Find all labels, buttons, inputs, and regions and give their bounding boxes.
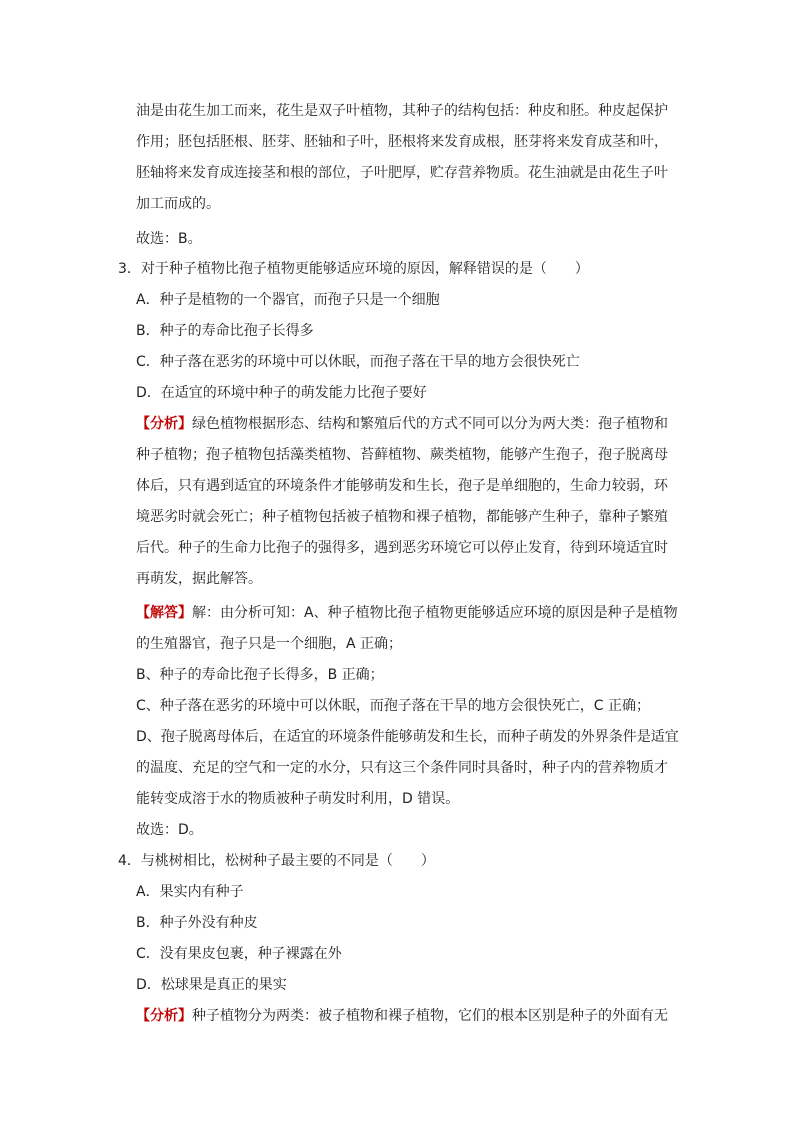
analysis-line: 境恶劣时就会死亡；种子植物包括被子植物和裸子植物，都能够产生种子，靠种子繁殖 bbox=[136, 509, 668, 525]
solution-line: C、种子落在恶劣的环境中可以休眠，而孢子落在干旱的地方会很快死亡，C 正确； bbox=[136, 698, 650, 714]
explanation-line: 油是由花生加工而来，花生是双子叶植物，其种子的结构包括：种皮和胚。种皮起保护 bbox=[136, 103, 668, 119]
solution-tag: 【解答】 bbox=[136, 605, 192, 621]
question-stem: 4．与桃树相比，松树种子最主要的不同是（ ） bbox=[118, 853, 435, 869]
analysis-line: 后代。种子的生命力比孢子的强得多，遇到恶劣环境它可以停止发育，待到环境适宜时 bbox=[136, 540, 668, 556]
option-a: A．果实内有种子 bbox=[136, 884, 244, 900]
solution-line: D、孢子脱离母体后，在适宜的环境条件能够萌发和生长，而种子萌发的外界条件是适宜 bbox=[136, 729, 679, 745]
answer-line: 故选：B。 bbox=[136, 231, 202, 247]
analysis-line bbox=[136, 1006, 668, 1026]
solution-line: 的温度、充足的空气和一定的水分，只有这三个条件同时具备时，种子内的营养物质才 bbox=[136, 760, 668, 776]
solution-line bbox=[136, 603, 678, 623]
analysis-line: 种子植物；孢子植物包括藻类植物、苔藓植物、蕨类植物，能够产生孢子，孢子脱离母 bbox=[136, 447, 668, 463]
explanation-line: 胚轴将来发育成连接茎和根的部位，子叶肥厚，贮存营养物质。花生油就是由花生子叶 bbox=[136, 165, 668, 181]
answer-line: 故选：D。 bbox=[136, 822, 203, 838]
explanation-line: 加工而成的。 bbox=[136, 196, 220, 212]
option-c: C．种子落在恶劣的环境中可以休眠，而孢子落在干旱的地方会很快死亡 bbox=[136, 354, 580, 370]
option-c: C．没有果皮包裹，种子裸露在外 bbox=[136, 946, 342, 962]
analysis-tag: 【分析】 bbox=[136, 416, 192, 432]
analysis-line bbox=[136, 414, 668, 434]
option-d: D．在适宜的环境中种子的萌发能力比孢子要好 bbox=[136, 385, 427, 401]
analysis-line: 体后，只有遇到适宜的环境条件才能够萌发和生长，孢子是单细胞的，生命力较弱，环 bbox=[136, 478, 668, 494]
analysis-text: 绿色植物根据形态、结构和繁殖后代的方式不同可以分为两大类：孢子植物和 bbox=[192, 416, 668, 432]
explanation-line: 作用；胚包括胚根、胚芽、胚轴和子叶，胚根将来发育成根，胚芽将来发育成茎和叶， bbox=[136, 134, 668, 150]
option-d: D．松球果是真正的果实 bbox=[136, 977, 287, 993]
solution-line: B、种子的寿命比孢子长得多，B 正确； bbox=[136, 667, 384, 683]
solution-line: 的生殖器官，孢子只是一个细胞，A 正确； bbox=[136, 636, 403, 652]
option-b: B．种子的寿命比孢子长得多 bbox=[136, 323, 314, 339]
option-b: B．种子外没有种皮 bbox=[136, 915, 258, 931]
solution-text: 解：由分析可知：A、种子植物比孢子植物更能够适应环境的原因是种子是植物 bbox=[192, 605, 678, 621]
option-a: A．种子是植物的一个器官，而孢子只是一个细胞 bbox=[136, 292, 440, 308]
analysis-tag: 【分析】 bbox=[136, 1008, 192, 1024]
analysis-line: 再萌发，据此解答。 bbox=[136, 571, 262, 587]
solution-line: 能转变成溶于水的物质被种子萌发时利用，D 错误。 bbox=[136, 791, 460, 807]
analysis-text: 种子植物分为两类：被子植物和裸子植物，它们的根本区别是种子的外面有无 bbox=[192, 1008, 668, 1024]
question-stem: 3．对于种子植物比孢子植物更能够适应环境的原因，解释错误的是（ ） bbox=[118, 261, 589, 277]
